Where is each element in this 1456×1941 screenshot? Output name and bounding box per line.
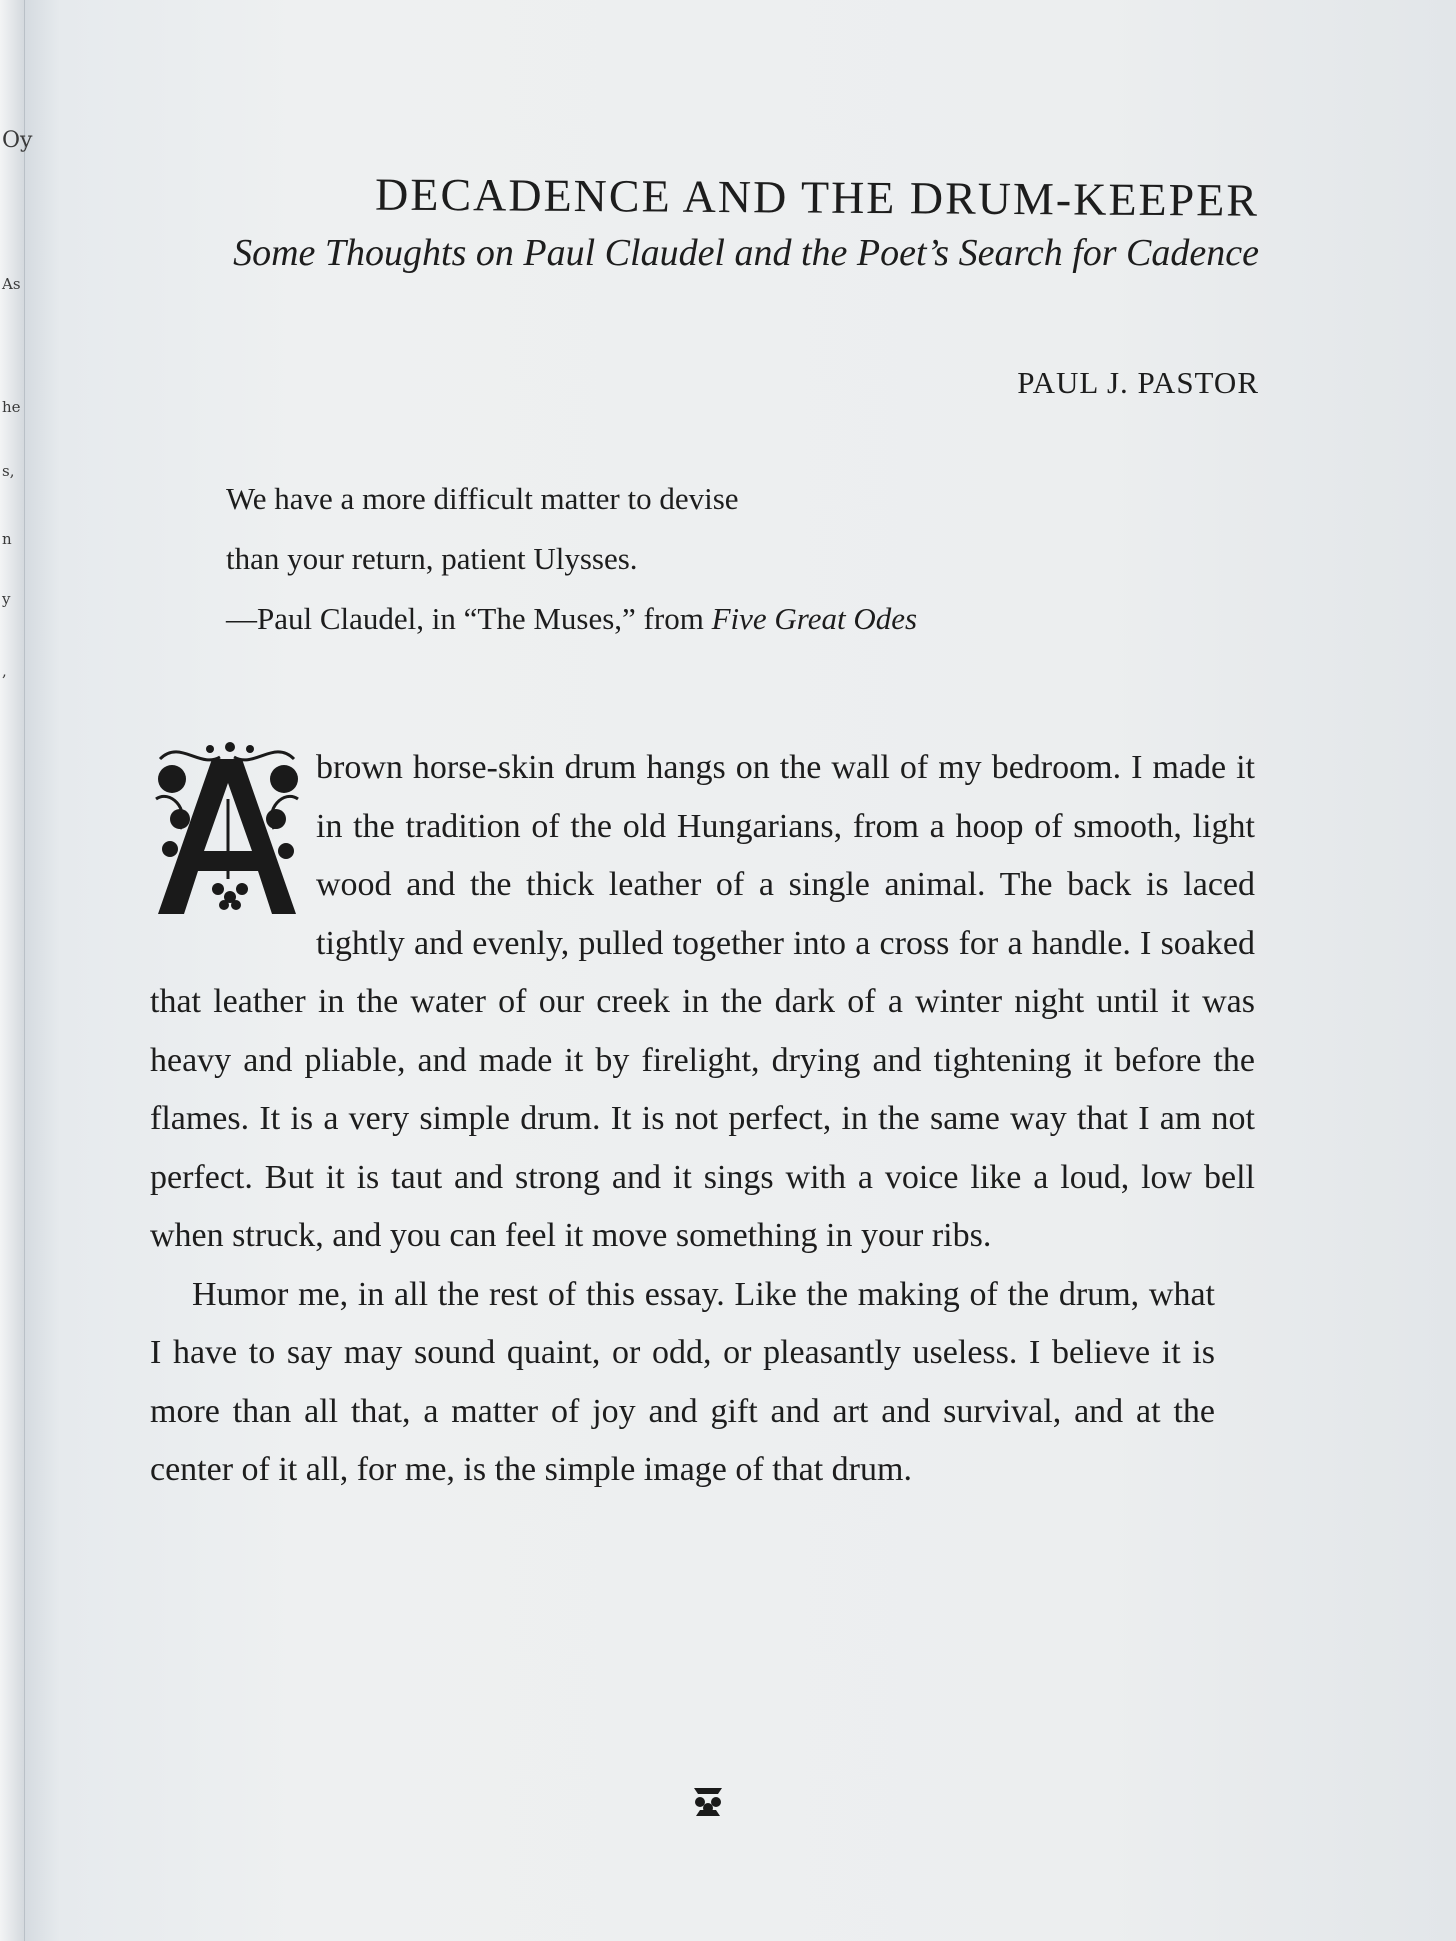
- body-paragraph: Humor me, in all the rest of this essay. Like the making of the drum, what I have to say may sound quaint, or odd, or pleasantly useless. I believe it is more than all that, a matter of joy and gift and art and survival, and at the center of it all, for me, is the simple image of that drum.: [150, 1275, 1215, 1488]
- prev-page-fragment: he: [2, 398, 21, 416]
- prev-page-fragment: ,: [2, 662, 7, 680]
- article-page: [150, 170, 1295, 1500]
- prev-page-fragment: y: [2, 590, 11, 608]
- epigraph-line: than your return, patient Ulysses.: [226, 541, 638, 576]
- ornamental-dropcap-a-icon: [150, 739, 304, 919]
- epigraph-attribution: [226, 589, 1295, 649]
- epigraph: [226, 469, 1295, 649]
- prev-page-fragment: As: [2, 275, 21, 293]
- article-body: [150, 739, 1255, 1500]
- paragraph-text: brown horse-skin drum hangs on the wall of my bedroom. I made it in the tradition of the old Hungarians, from a hoop of smooth, light wood and the thick leather of a single animal. The back is laced tightly and evenly, pulled together into a cross for a handle. I soaked that leather in the water of our creek in the dark of a winter night until it was heavy and pliable, and made it by firelight, drying and tightening it before the flames. It is a very simple drum. It is not perfect, in the same way that I am not perfect. But it is taut and strong and it sings with a voice like a loud, low bell when struck, and you can feel it move something in your ribs.: [150, 749, 1255, 1254]
- attribution-prefix: —Paul Claudel, in “The Muses,” from: [226, 601, 704, 636]
- floral-ornament-icon: [688, 1782, 728, 1822]
- prev-page-fragment: n: [2, 530, 12, 548]
- epigraph-line: We have a more difficult matter to devise: [226, 481, 739, 516]
- previous-page-edge: [0, 0, 33, 1941]
- article-title: DECADENCE AND THE DRUM-KEEPER: [374, 168, 1260, 226]
- article-subtitle: Some Thoughts on Paul Claudel and the Poet’s Search for Cadence: [233, 232, 1259, 274]
- prev-page-fragment: s,: [2, 462, 15, 480]
- body-paragraph: [150, 739, 1255, 1266]
- attribution-work-title: Five Great Odes: [711, 601, 918, 636]
- prev-page-fragment: Oy: [2, 128, 33, 153]
- article-author: PAUL J. PASTOR: [1017, 365, 1259, 400]
